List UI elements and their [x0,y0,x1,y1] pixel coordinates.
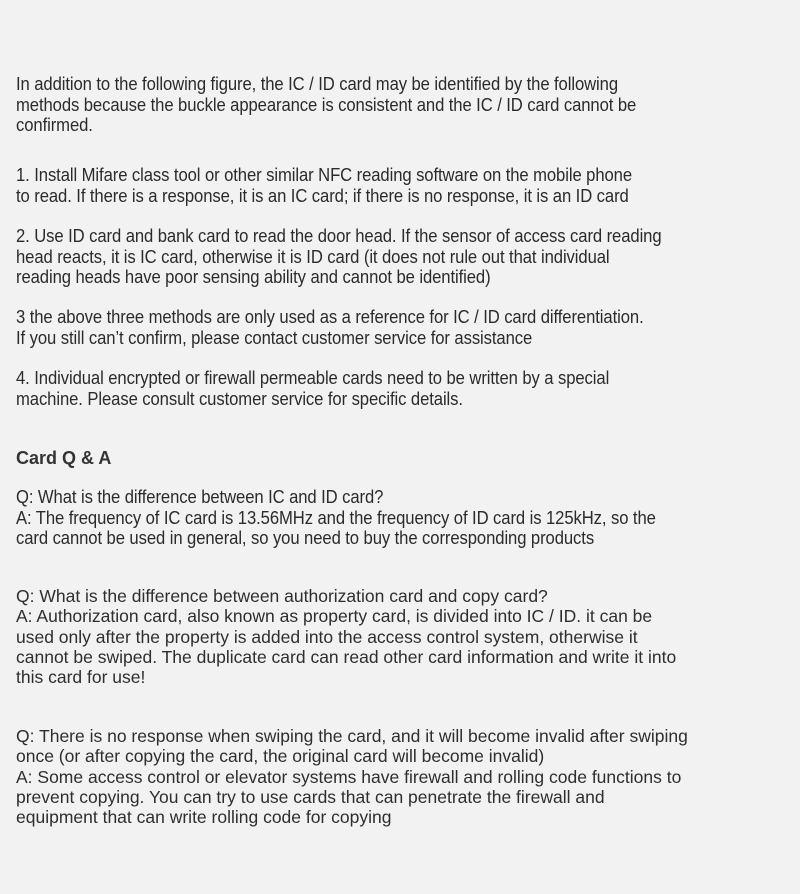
text-line: head reacts, it is IC card, otherwise it is ID card (it does not rule out that individual [16,245,610,267]
text-line: machine. Please consult customer service for specific details. [16,387,463,409]
qa-3-paragraph [16,726,786,827]
text-line: to read. If there is a response, it is an IC card; if there is no response, it is an ID card [16,184,629,206]
text-line: A: Some access control or elevator systems have firewall and rolling code functions to [16,766,682,787]
text-line: methods because the buckle appearance is consistent and the IC / ID card cannot be [16,93,637,115]
text-line: card cannot be used in general, so you need to buy the corresponding products [16,527,595,548]
qa-1-paragraph [16,487,786,549]
text-line: Q: There is no response when swiping the card, and it will become invalid after swiping [16,726,688,746]
text-line: If you still can’t confirm, please contact customer service for assistance [16,326,533,348]
text-line: reading heads have poor sensing ability and cannot be identified) [16,266,491,287]
text-line: equipment that can write rolling code for copying [16,807,392,828]
method-4-paragraph [16,368,786,409]
qa-2-paragraph [16,586,786,687]
text-line: used only after the property is added into the access control system, otherwise it [16,626,638,647]
method-1-paragraph [16,165,786,206]
text-line: cannot be swiped. The duplicate card can read other card information and write it into [16,646,677,667]
intro-paragraph [16,74,786,136]
method-2-paragraph [16,226,786,288]
method-3-paragraph [16,307,786,348]
text-line: Q: What is the difference between authorization card and copy card? [16,586,548,606]
text-line: once (or after copying the card, the original card will become invalid) [16,746,545,767]
text-line: prevent copying. You can try to use cards that can penetrate the firewall and [16,786,605,807]
text-line: 1. Install Mifare class tool or other similar NFC reading software on the mobile phone [16,164,632,185]
text-line: A: The frequency of IC card is 13.56MHz and the frequency of ID card is 125kHz, so the [16,506,656,528]
text-line: 4. Individual encrypted or firewall permeable cards need to be written by a special [16,367,610,388]
text-line: confirmed. [16,114,93,135]
text-line: A: Authorization card, also known as property card, is divided into IC / ID. it can be [16,606,653,627]
text-line: this card for use! [16,667,146,688]
qa-heading: Card Q & A [16,448,112,468]
text-line: Q: What is the difference between IC and ID card? [16,486,384,507]
text-line: 2. Use ID card and bank card to read the door head. If the sensor of access card reading [16,225,662,246]
text-line: 3 the above three methods are only used as a reference for IC / ID card differentiation. [16,306,644,327]
text-line: In addition to the following figure, the IC / ID card may be identified by the following [16,73,619,94]
